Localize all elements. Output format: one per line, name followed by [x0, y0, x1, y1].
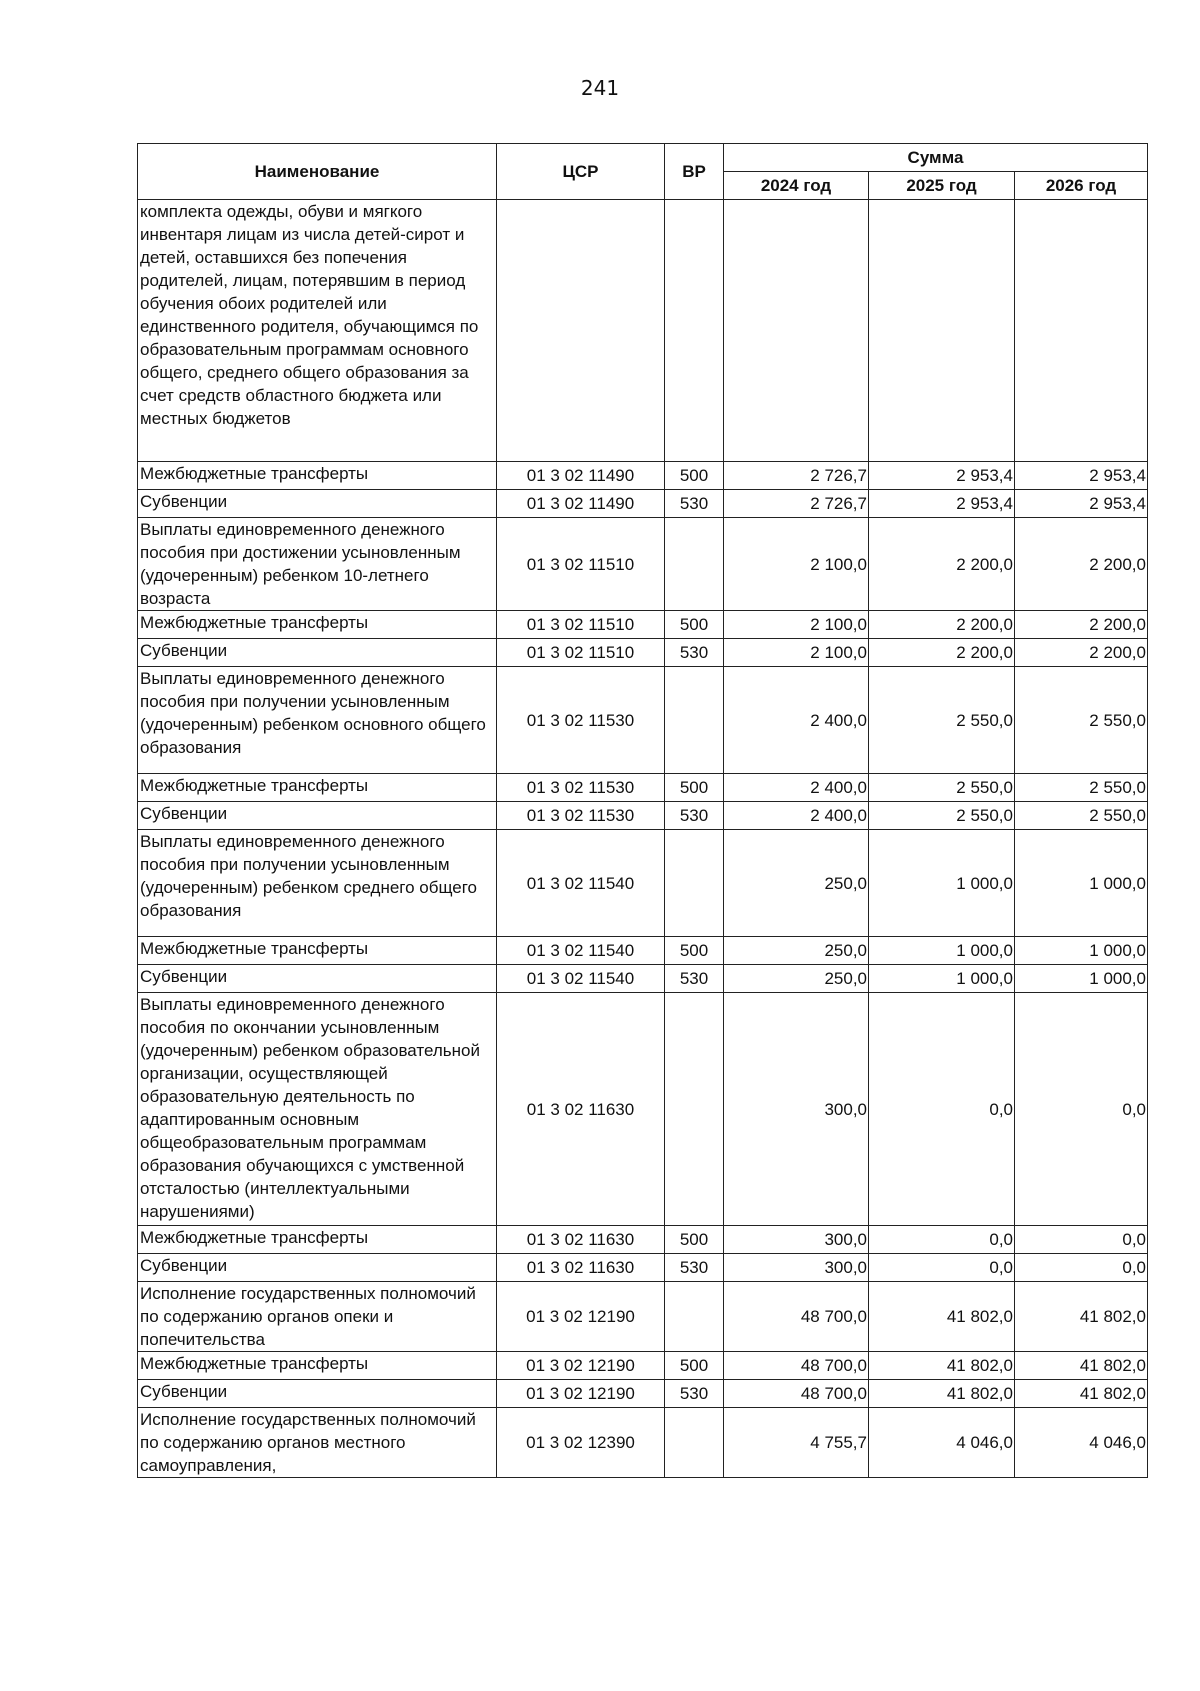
- cell-csr: 01 3 02 11490: [497, 490, 665, 518]
- cell-csr: 01 3 02 12190: [497, 1380, 665, 1408]
- cell-vr: [665, 993, 724, 1226]
- cell-2024: 2 100,0: [724, 611, 869, 639]
- cell-2025: 2 200,0: [869, 518, 1015, 611]
- budget-table: [137, 143, 1148, 1478]
- cell-vr: 500: [665, 1226, 724, 1254]
- cell-2024: 2 400,0: [724, 802, 869, 830]
- cell-2026: 41 802,0: [1015, 1282, 1148, 1352]
- cell-2024: 250,0: [724, 830, 869, 937]
- cell-2025: 4 046,0: [869, 1408, 1015, 1478]
- cell-csr: 01 3 02 12190: [497, 1282, 665, 1352]
- cell-2026: 2 953,4: [1015, 462, 1148, 490]
- table-row: [138, 200, 1148, 462]
- cell-csr: 01 3 02 11490: [497, 462, 665, 490]
- cell-2026: 0,0: [1015, 993, 1148, 1226]
- table-row: [138, 639, 1148, 667]
- cell-vr: 530: [665, 1380, 724, 1408]
- cell-2026: 2 200,0: [1015, 639, 1148, 667]
- table-row: [138, 1254, 1148, 1282]
- cell-vr: 500: [665, 611, 724, 639]
- cell-2026: [1015, 200, 1148, 462]
- cell-2024: 2 400,0: [724, 774, 869, 802]
- cell-2024: 250,0: [724, 965, 869, 993]
- cell-2024: 2 726,7: [724, 462, 869, 490]
- cell-csr: 01 3 02 11630: [497, 1226, 665, 1254]
- cell-name: Субвенции: [138, 490, 497, 518]
- cell-name: Выплаты единовременного денежного пособия по окончании усыновленным (удочеренным) ребенком образовательной организации, осуществляющей образовательную деятельность по адаптированным основным общеобразовательным программам образования обучающихся с умственной отсталостью (интеллектуальными нарушениями): [138, 993, 497, 1226]
- table-row: [138, 1282, 1148, 1352]
- cell-csr: 01 3 02 11630: [497, 993, 665, 1226]
- cell-2026: 1 000,0: [1015, 937, 1148, 965]
- table-row: [138, 830, 1148, 937]
- cell-2025: 0,0: [869, 1254, 1015, 1282]
- cell-vr: 500: [665, 937, 724, 965]
- cell-2026: 2 953,4: [1015, 490, 1148, 518]
- cell-name: Субвенции: [138, 639, 497, 667]
- cell-2025: 41 802,0: [869, 1352, 1015, 1380]
- table-row: [138, 462, 1148, 490]
- cell-csr: 01 3 02 11540: [497, 965, 665, 993]
- table-row: [138, 965, 1148, 993]
- table-row: [138, 774, 1148, 802]
- cell-2026: 1 000,0: [1015, 965, 1148, 993]
- cell-vr: 530: [665, 965, 724, 993]
- cell-2024: 48 700,0: [724, 1380, 869, 1408]
- cell-name: Межбюджетные трансферты: [138, 462, 497, 490]
- cell-2025: 2 200,0: [869, 611, 1015, 639]
- cell-2025: 2 953,4: [869, 462, 1015, 490]
- table-row: [138, 518, 1148, 611]
- cell-2026: 2 550,0: [1015, 802, 1148, 830]
- cell-name: Субвенции: [138, 1254, 497, 1282]
- cell-name: Выплаты единовременного денежного пособия при достижении усыновленным (удочеренным) ребенком 10-летнего возраста: [138, 518, 497, 611]
- cell-csr: 01 3 02 11510: [497, 611, 665, 639]
- table-row: [138, 937, 1148, 965]
- table-row: [138, 1352, 1148, 1380]
- cell-vr: [665, 667, 724, 774]
- cell-2024: 2 100,0: [724, 518, 869, 611]
- cell-vr: 500: [665, 462, 724, 490]
- header-sum: Сумма: [724, 144, 1148, 172]
- cell-2026: 2 550,0: [1015, 667, 1148, 774]
- cell-csr: [497, 200, 665, 462]
- cell-csr: 01 3 02 11630: [497, 1254, 665, 1282]
- cell-csr: 01 3 02 11540: [497, 830, 665, 937]
- cell-name: Выплаты единовременного денежного пособия при получении усыновленным (удочеренным) ребенком среднего общего образования: [138, 830, 497, 937]
- cell-vr: 500: [665, 774, 724, 802]
- cell-vr: 500: [665, 1352, 724, 1380]
- cell-csr: 01 3 02 12190: [497, 1352, 665, 1380]
- cell-vr: 530: [665, 802, 724, 830]
- cell-vr: [665, 200, 724, 462]
- table-row: [138, 1380, 1148, 1408]
- cell-2025: 1 000,0: [869, 830, 1015, 937]
- cell-2024: 300,0: [724, 993, 869, 1226]
- header-vr: ВР: [665, 144, 724, 200]
- cell-2024: 4 755,7: [724, 1408, 869, 1478]
- cell-2024: [724, 200, 869, 462]
- cell-2026: 41 802,0: [1015, 1352, 1148, 1380]
- table-header: [138, 144, 1148, 200]
- cell-name: Межбюджетные трансферты: [138, 774, 497, 802]
- cell-2026: 2 200,0: [1015, 611, 1148, 639]
- cell-name: комплекта одежды, обуви и мягкого инвентаря лицам из числа детей-сирот и детей, оставшихся без попечения родителей, лицам, потерявшим в период обучения обоих родителей или единственного родителя, обучающимся по образовательным программам основного общего, среднего общего образования за счет средств областного бюджета или местных бюджетов: [138, 200, 497, 462]
- cell-name: Межбюджетные трансферты: [138, 1226, 497, 1254]
- cell-name: Исполнение государственных полномочий по содержанию органов опеки и попечительства: [138, 1282, 497, 1352]
- cell-vr: [665, 518, 724, 611]
- cell-2024: 48 700,0: [724, 1352, 869, 1380]
- cell-2025: 0,0: [869, 993, 1015, 1226]
- table-row: [138, 611, 1148, 639]
- cell-2024: 48 700,0: [724, 1282, 869, 1352]
- cell-2025: 1 000,0: [869, 937, 1015, 965]
- cell-2026: 0,0: [1015, 1254, 1148, 1282]
- cell-2025: 2 550,0: [869, 774, 1015, 802]
- cell-name: Субвенции: [138, 802, 497, 830]
- cell-2025: 1 000,0: [869, 965, 1015, 993]
- page-number: 241: [580, 76, 620, 100]
- cell-name: Выплаты единовременного денежного пособия при получении усыновленным (удочеренным) ребенком основного общего образования: [138, 667, 497, 774]
- cell-csr: 01 3 02 11540: [497, 937, 665, 965]
- cell-2026: 1 000,0: [1015, 830, 1148, 937]
- cell-2025: [869, 200, 1015, 462]
- cell-csr: 01 3 02 11510: [497, 639, 665, 667]
- cell-vr: 530: [665, 1254, 724, 1282]
- cell-2026: 2 200,0: [1015, 518, 1148, 611]
- cell-2025: 0,0: [869, 1226, 1015, 1254]
- cell-2024: 300,0: [724, 1226, 869, 1254]
- cell-2026: 2 550,0: [1015, 774, 1148, 802]
- cell-2024: 2 400,0: [724, 667, 869, 774]
- cell-2024: 300,0: [724, 1254, 869, 1282]
- cell-csr: 01 3 02 11530: [497, 667, 665, 774]
- cell-vr: [665, 830, 724, 937]
- cell-name: Межбюджетные трансферты: [138, 937, 497, 965]
- cell-2025: 2 953,4: [869, 490, 1015, 518]
- table-row: [138, 490, 1148, 518]
- cell-2025: 2 550,0: [869, 802, 1015, 830]
- cell-2024: 250,0: [724, 937, 869, 965]
- cell-csr: 01 3 02 11530: [497, 774, 665, 802]
- cell-name: Межбюджетные трансферты: [138, 1352, 497, 1380]
- cell-2024: 2 100,0: [724, 639, 869, 667]
- cell-csr: 01 3 02 12390: [497, 1408, 665, 1478]
- table-row: [138, 667, 1148, 774]
- cell-name: Исполнение государственных полномочий по содержанию органов местного самоуправления,: [138, 1408, 497, 1478]
- cell-2025: 41 802,0: [869, 1380, 1015, 1408]
- table-row: [138, 1226, 1148, 1254]
- header-name: Наименование: [138, 144, 497, 200]
- header-year-2025: 2025 год: [869, 172, 1015, 200]
- table-row: [138, 993, 1148, 1226]
- header-year-2024: 2024 год: [724, 172, 869, 200]
- cell-name: Субвенции: [138, 1380, 497, 1408]
- cell-csr: 01 3 02 11530: [497, 802, 665, 830]
- cell-2026: 41 802,0: [1015, 1380, 1148, 1408]
- cell-vr: 530: [665, 490, 724, 518]
- table-row: [138, 802, 1148, 830]
- cell-2025: 2 200,0: [869, 639, 1015, 667]
- header-year-2026: 2026 год: [1015, 172, 1148, 200]
- cell-2026: 0,0: [1015, 1226, 1148, 1254]
- cell-vr: [665, 1282, 724, 1352]
- table-body: [138, 200, 1148, 1478]
- header-csr: ЦСР: [497, 144, 665, 200]
- cell-name: Межбюджетные трансферты: [138, 611, 497, 639]
- cell-csr: 01 3 02 11510: [497, 518, 665, 611]
- cell-2025: 2 550,0: [869, 667, 1015, 774]
- cell-vr: 530: [665, 639, 724, 667]
- cell-vr: [665, 1408, 724, 1478]
- cell-2025: 41 802,0: [869, 1282, 1015, 1352]
- cell-2026: 4 046,0: [1015, 1408, 1148, 1478]
- table-row: [138, 1408, 1148, 1478]
- cell-name: Субвенции: [138, 965, 497, 993]
- cell-2024: 2 726,7: [724, 490, 869, 518]
